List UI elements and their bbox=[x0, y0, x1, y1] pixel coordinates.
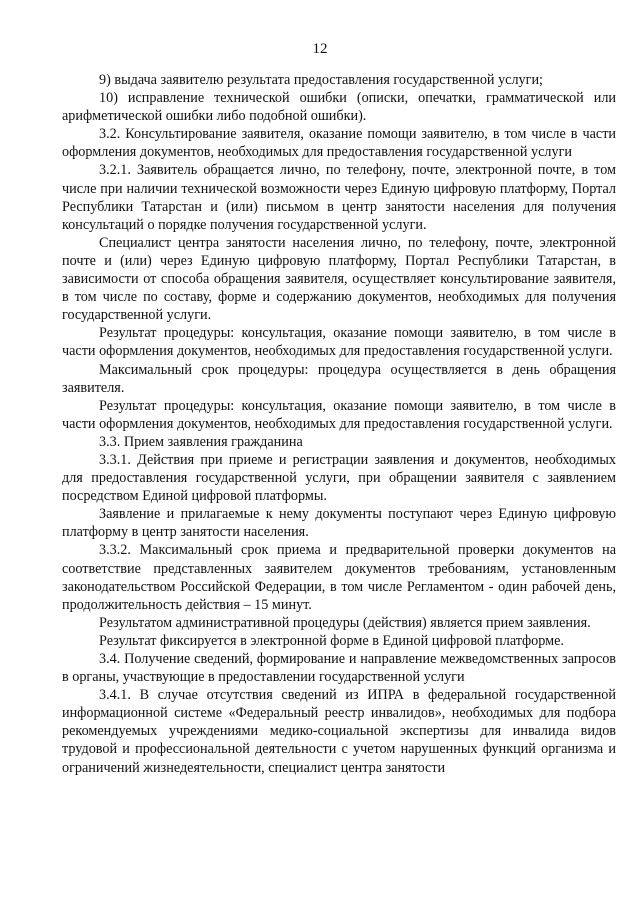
paragraph-admin-result: Результатом административной процедуры (действия) является прием заявления. bbox=[99, 614, 591, 631]
paragraph-application-docs: Заявление и прилагаемые к нему документы поступают через Единую цифровую платформу в центр занятости населения. bbox=[62, 506, 616, 541]
paragraph-section-3-4: 3.4. Получение сведений, формирование и направление межведомственных запросов в органы, участвующие в предоставлении государственной услуги bbox=[62, 651, 616, 686]
paragraph-max-term: Максимальный срок процедуры: процедура осуществляется в день обращения заявителя. bbox=[62, 361, 616, 396]
paragraph-result-fixed: Результат фиксируется в электронной форме в Единой цифровой платформе. bbox=[99, 632, 564, 649]
paragraph-section-3-4-1: 3.4.1. В случае отсутствия сведений из ИПРА в федеральной государственной информационной системе «Федеральный реестр инвалидов», необходимых для подбора рекомендуемых учреждениями медико-социальной экспертизы для инвалида видов трудовой и профессиональной деятельности с учетом нарушенных функций организма и ограничений жизнедеятельности, специалист центра занятости bbox=[62, 687, 616, 776]
paragraph-item-10: 10) исправление технической ошибки (описки, опечатки, грамматической или арифметической ошибки либо подобной ошибки). bbox=[62, 90, 616, 125]
paragraph-section-3-3: 3.3. Прием заявления гражданина bbox=[99, 433, 303, 450]
paragraph-specialist: Специалист центра занятости населения лично, по телефону, почте, электронной почте и (или) через Единую цифровую платформу, Портал Республики Татарстан, в зависимости от способа обращения заявителя, осуществляет консультирование заявителя, в том числе по составу, форме и содержанию документов, необходимых для получения государственной услуги. bbox=[62, 234, 616, 324]
document-body bbox=[62, 71, 616, 777]
paragraph-section-3-2: 3.2. Консультирование заявителя, оказание помощи заявителю, в том числе в части оформления документов, необходимых для предоставления государственной услуги bbox=[62, 126, 616, 161]
page-number: 12 bbox=[312, 41, 328, 57]
paragraph-item-9: 9) выдача заявителю результата предоставления государственной услуги; bbox=[99, 72, 543, 88]
paragraph-result-2: Результат процедуры: консультация, оказание помощи заявителю, в том числе в части оформления документов, необходимых для предоставления государственной услуги. bbox=[62, 397, 616, 432]
paragraph-result-1: Результат процедуры: консультация, оказание помощи заявителю, в том числе в части оформления документов, необходимых для предоставления государственной услуги. bbox=[62, 325, 616, 360]
paragraph-section-3-3-2: 3.3.2. Максимальный срок приема и предварительной проверки документов на соответствие представленных заявителем документов требованиям, установленным законодательством Российской Федерации, в том числе Регламентом - один рабочей день, продолжительность действия – 15 минут. bbox=[62, 542, 616, 613]
paragraph-section-3-3-1: 3.3.1. Действия при приеме и регистрации заявления и документов, необходимых для предоставления государственной услуги, при обращении заявителя с заявлением посредством Единой цифровой платформы. bbox=[62, 451, 616, 505]
paragraph-section-3-2-1: 3.2.1. Заявитель обращается лично, по телефону, почте, электронной почте, в том числе при наличии технической возможности через Единую цифровую платформу, Портал Республики Татарстан и (или) письмом в центр занятости населения для получения консультаций о порядке получения государственной услуги. bbox=[62, 162, 616, 233]
